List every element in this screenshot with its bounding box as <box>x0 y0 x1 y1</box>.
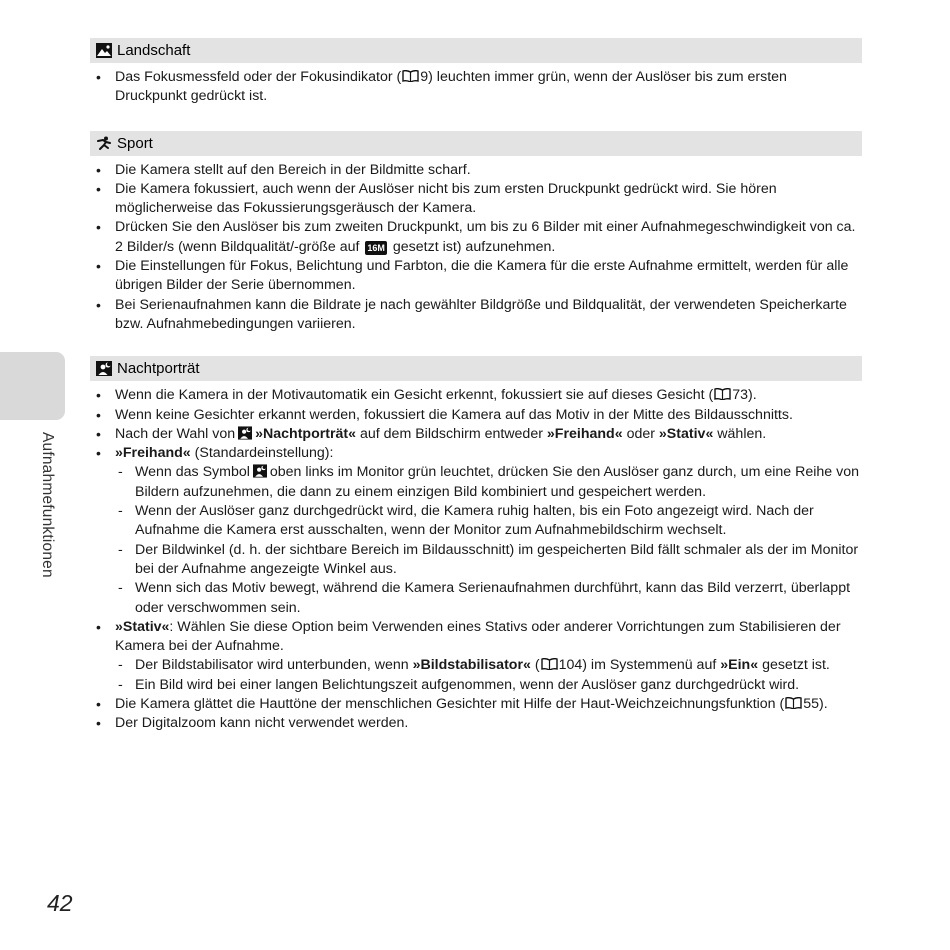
book-reference-icon <box>541 657 558 669</box>
page-number: 42 <box>47 890 73 916</box>
bullet-list <box>90 68 862 107</box>
list-item: • Die Einstellungen für Fokus, Belichtung und Farbton, die die Kamera für die erste Aufnahme ermittelt, werden für alle übrigen Bilder der Serie übernommen. <box>90 257 862 296</box>
list-item: • Nach der Wahl von »Nachtporträt« auf dem Bildschirm entweder »Freihand« oder »Stativ« wählen. <box>90 425 862 444</box>
chapter-label: Aufnahmefunktionen <box>39 432 56 578</box>
book-reference-icon <box>714 387 731 399</box>
list-item: • Die Kamera glättet die Hauttöne der menschlichen Gesichter mit Hilfe der Haut-Weichzeichnungsfunktion ( 55). <box>90 695 862 714</box>
night-portrait-icon <box>96 361 112 377</box>
section-title: Nachtporträt <box>117 360 200 378</box>
list-item: • Das Fokusmessfeld oder der Fokusindikator ( 9) leuchten immer grün, wenn der Auslöser bis zum ersten Druckpunkt gedrückt ist. <box>90 68 862 107</box>
list-item: • »Stativ«: Wählen Sie diese Option beim Verwenden eines Stativs oder anderer Vorrichtungen zum Stabilisieren der Kamera bei der Aufnahme. - Der Bildstabilisator wird unterbunden, wenn »Bildstabilisator« ( 104) im Systemmenü auf »Ein« gesetzt ist. - Ein Bild wird bei einer langen Belichtungszeit aufgenommen, wenn der Auslöser ganz durchgedrückt wird. <box>90 618 862 695</box>
list-item: • Die Kamera stellt auf den Bereich in der Bildmitte scharf. <box>90 161 862 180</box>
list-item: • Der Digitalzoom kann nicht verwendet werden. <box>90 714 862 733</box>
list-item: • Drücken Sie den Auslöser bis zum zweiten Druckpunkt, um bis zu 6 Bilder mit einer Aufnahmegeschwindigkeit von ca. 2 Bilder/s (wenn Bildqualität/-größe auf 16M gesetzt ist) aufzunehmen. <box>90 218 862 257</box>
sport-icon <box>96 135 112 151</box>
sub-list-item: - Ein Bild wird bei einer langen Belichtungszeit aufgenommen, wenn der Auslöser ganz durchgedrückt wird. <box>115 676 862 695</box>
sub-list-item: - Wenn sich das Motiv bewegt, während die Kamera Serienaufnahmen durchführt, kann das Bild verzerrt, überlappt oder verschwommen sein. <box>115 579 862 618</box>
landscape-icon <box>96 43 112 59</box>
section-header-sport <box>90 131 862 156</box>
list-item: • Wenn die Kamera in der Motivautomatik ein Gesicht erkennt, fokussiert sie auf dieses Gesicht ( 73). <box>90 386 862 405</box>
bullet-list <box>90 161 862 335</box>
book-reference-icon <box>402 69 419 81</box>
night-portrait-icon <box>238 426 252 440</box>
section-title: Sport <box>117 134 153 152</box>
page-content <box>90 38 862 734</box>
chapter-tab <box>0 352 65 420</box>
list-item: • Wenn keine Gesichter erkannt werden, fokussiert die Kamera auf das Motiv in der Mitte des Bildausschnitts. <box>90 406 862 425</box>
sub-list-item: - Wenn der Auslöser ganz durchgedrückt wird, die Kamera ruhig halten, bis ein Foto angezeigt wird. Nach der Aufnahme die Kamera erst ausschalten, wenn der Monitor zum Aufnahmebildschirm wechselt. <box>115 502 862 541</box>
list-item: • Bei Serienaufnahmen kann die Bildrate je nach gewählter Bildgröße und Bildqualität, der verwendeten Speicherkarte bzw. Aufnahmebedingungen variieren. <box>90 296 862 335</box>
section-title: Landschaft <box>117 42 191 59</box>
night-portrait-icon <box>253 464 267 478</box>
image-size-16m-icon: 16M <box>367 242 385 253</box>
list-item: • Die Kamera fokussiert, auch wenn der Auslöser nicht bis zum ersten Druckpunkt gedrückt wird. Sie hören möglicherweise das Fokussierungsgeräusch der Kamera. <box>90 180 862 219</box>
section-landscape <box>90 38 862 107</box>
sub-list-item: - Der Bildstabilisator wird unterbunden, wenn »Bildstabilisator« ( 104) im Systemmenü auf »Ein« gesetzt ist. <box>115 656 862 675</box>
book-reference-icon <box>785 696 802 708</box>
sub-list-item: - Der Bildwinkel (d. h. der sichtbare Bereich im Bildausschnitt) im gespeicherten Bild fällt schmaler als der im Monitor bei der Aufnahme angezeigte Winkel aus. <box>115 541 862 580</box>
section-night-portrait <box>90 356 862 733</box>
section-header-night-portrait <box>90 356 862 381</box>
bullet-list <box>90 386 862 733</box>
section-header-landscape <box>90 38 862 63</box>
sub-list <box>115 656 862 695</box>
list-item: • »Freihand« (Standardeinstellung): - Wenn das Symbol oben links im Monitor grün leuchtet, drücken Sie den Auslöser ganz durch, um eine Reihe von Bildern aufzunehmen, die dann zu einem einzigen Bild kombiniert und gespeichert werden. - Wenn der Auslöser ganz durchgedrückt wird, die Kamera ruhig halten, bis ein Foto angezeigt wird. Nach der Aufnahme die Kamera erst ausschalten, wenn der Monitor zum Aufnahmebildschirm wechselt. - Der Bildwinkel (d. h. der sichtbare Bereich im Bildausschnitt) im gespeicherten Bild fällt schmaler als der im Monitor bei der Aufnahme angezeigte Winkel aus. - Wenn sich das Motiv bewegt, während die Kamera Serienaufnahmen durchführt, kann das Bild verzerrt, überlappt oder verschwommen sein. <box>90 444 862 618</box>
sub-list <box>115 463 862 617</box>
sub-list-item: - Wenn das Symbol oben links im Monitor grün leuchtet, drücken Sie den Auslöser ganz durch, um eine Reihe von Bildern aufzunehmen, die dann zu einem einzigen Bild kombiniert und gespeichert werden. <box>115 463 862 502</box>
section-sport <box>90 131 862 335</box>
